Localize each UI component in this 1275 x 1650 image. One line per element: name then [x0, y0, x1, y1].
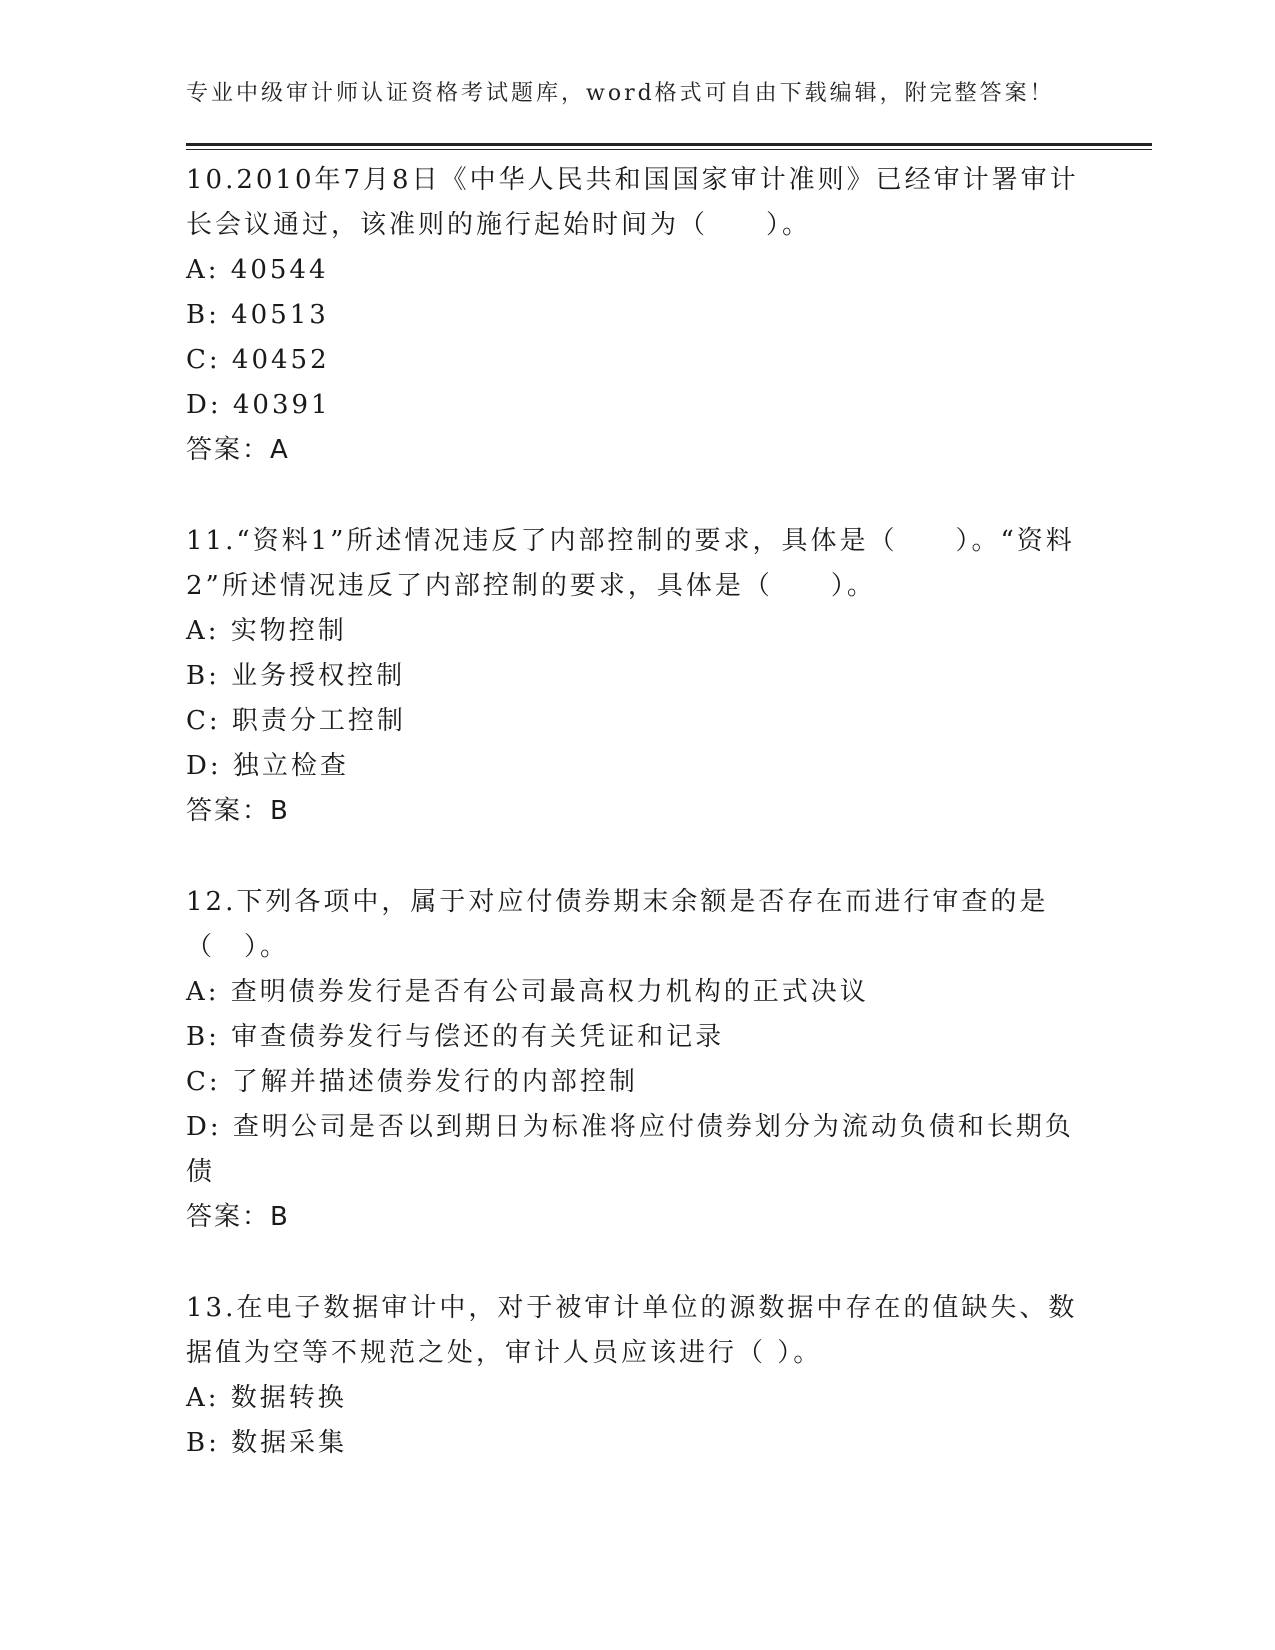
question-text: 10.2010年7月8日《中华人民共和国国家审计准则》已经审计署审计长会议通过，该准则的施行起始时间为（ ）。 [186, 165, 1079, 240]
option-b: B: 数据采集 [186, 1428, 348, 1458]
question-text: 11.“资料1”所述情况违反了内部控制的要求，具体是（ ）。“资料2”所述情况违反了内部控制的要求，具体是（ ）。 [186, 526, 1075, 601]
answer: 答案：A [186, 435, 290, 465]
option-d: D: 查明公司是否以到期日为标准将应付债券划分为流动负债和长期负债 [186, 1112, 1074, 1187]
option-c: C: 了解并描述债券发行的内部控制 [186, 1067, 638, 1097]
question-text: 13.在电子数据审计中，对于被审计单位的源数据中存在的值缺失、数据值为空等不规范之处，审计人员应该进行（ ）。 [186, 1293, 1078, 1368]
answer: 答案：B [186, 1202, 290, 1232]
option-c: C: 职责分工控制 [186, 706, 406, 736]
header-divider-thick [186, 143, 1152, 146]
question-text: 12.下列各项中，属于对应付债券期末余额是否存在而进行审查的是（ ）。 [186, 887, 1049, 962]
page-header: 专业中级审计师认证资格考试题库，word格式可自由下载编辑，附完整答案！ [186, 81, 1055, 106]
option-c: C: 40452 [186, 345, 330, 375]
option-b: B: 40513 [186, 300, 329, 330]
question-list [186, 158, 1086, 1512]
answer: 答案：B [186, 796, 290, 826]
option-d: D: 40391 [186, 390, 331, 420]
option-a: A: 实物控制 [186, 616, 347, 646]
question-12 [186, 880, 1086, 1240]
question-13 [186, 1286, 1086, 1466]
question-10 [186, 158, 1086, 473]
question-11 [186, 519, 1086, 834]
option-a: A: 查明债券发行是否有公司最高权力机构的正式决议 [186, 977, 869, 1007]
option-a: A: 数据转换 [186, 1383, 347, 1413]
header-divider-thin [186, 149, 1152, 150]
option-d: D: 独立检查 [186, 751, 349, 781]
option-b: B: 业务授权控制 [186, 661, 406, 691]
option-a: A: 40544 [186, 255, 329, 285]
option-b: B: 审查债券发行与偿还的有关凭证和记录 [186, 1022, 725, 1052]
